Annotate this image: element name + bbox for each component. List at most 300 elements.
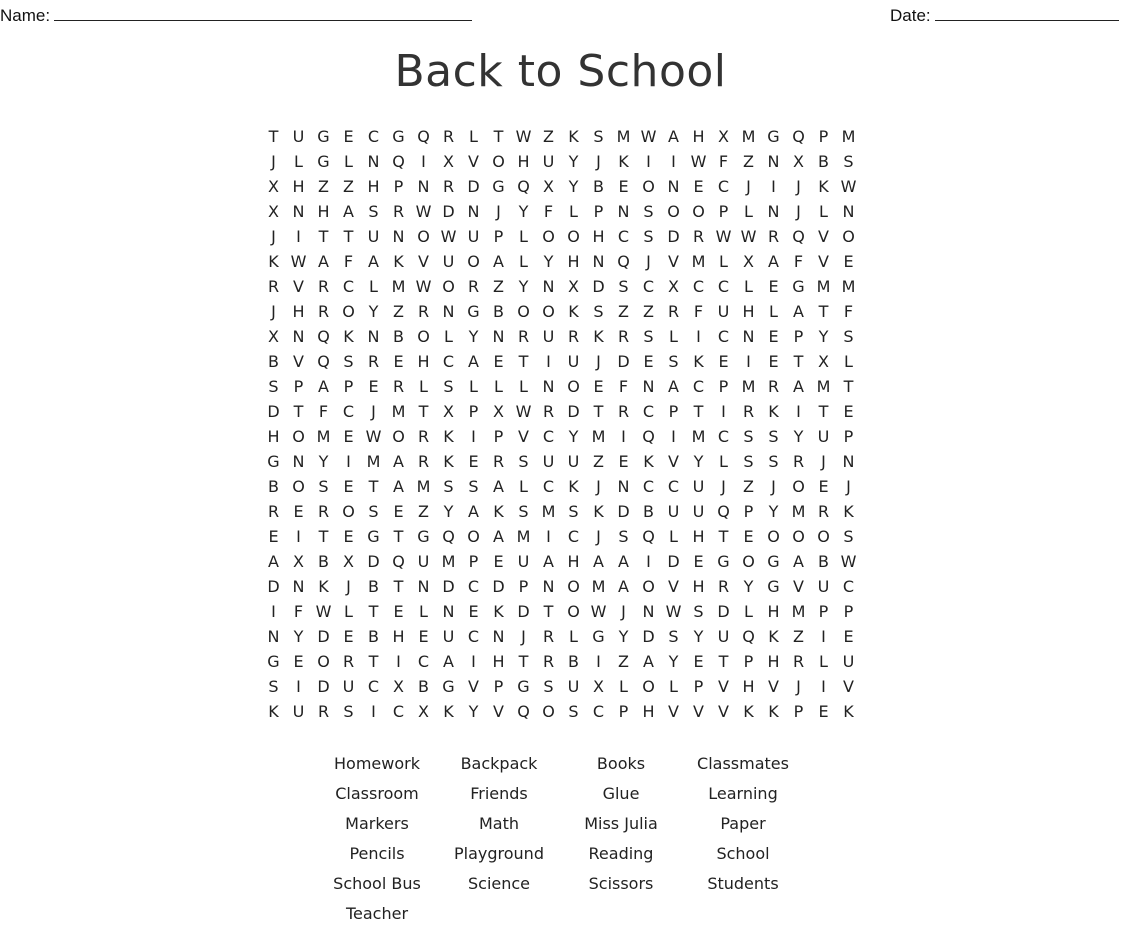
grid-letter: X — [668, 277, 679, 296]
grid-letter: A — [493, 477, 504, 496]
grid-letter: C — [717, 327, 730, 346]
grid-letter: C — [692, 377, 705, 396]
grid-row — [261, 124, 861, 149]
grid-letter: J — [846, 477, 851, 496]
grid-letter: R — [492, 452, 505, 471]
grid-letter: R — [342, 652, 355, 671]
grid-letter: E — [743, 527, 754, 546]
grid-letter: S — [268, 377, 279, 396]
grid-letter: C — [842, 577, 855, 596]
grid-letter: U — [817, 577, 830, 596]
grid-letter: S — [668, 352, 679, 371]
grid-letter: E — [418, 627, 429, 646]
grid-letter: C — [717, 427, 730, 446]
grid-row — [261, 174, 861, 199]
grid-letter: D — [442, 577, 455, 596]
grid-letter: U — [567, 352, 580, 371]
grid-letter: G — [717, 552, 730, 571]
grid-letter: Y — [368, 302, 379, 321]
grid-letter: T — [818, 402, 829, 421]
grid-letter: C — [367, 127, 380, 146]
grid-letter: M — [741, 377, 756, 396]
grid-letter: E — [843, 627, 854, 646]
grid-letter: Q — [792, 227, 805, 246]
grid-letter: Y — [793, 427, 804, 446]
grid-letter: C — [642, 402, 655, 421]
grid-letter: G — [417, 527, 430, 546]
grid-letter: D — [367, 552, 380, 571]
grid-letter: I — [296, 227, 301, 246]
grid-letter: U — [717, 627, 730, 646]
grid-letter: B — [268, 477, 279, 496]
grid-letter: J — [271, 227, 276, 246]
grid-letter: A — [493, 527, 504, 546]
grid-letter: S — [643, 227, 654, 246]
grid-letter: X — [593, 677, 604, 696]
grid-letter: T — [318, 227, 329, 246]
grid-letter: L — [669, 327, 678, 346]
grid-letter: A — [393, 477, 404, 496]
grid-letter: Y — [543, 252, 554, 271]
grid-letter: T — [393, 577, 404, 596]
grid-letter: I — [471, 427, 476, 446]
grid-letter: C — [617, 227, 630, 246]
grid-row — [261, 399, 861, 424]
name-field[interactable] — [0, 4, 472, 26]
grid-letter: I — [271, 602, 276, 621]
grid-letter: K — [768, 627, 779, 646]
grid-letter: A — [468, 352, 479, 371]
grid-letter: Y — [693, 627, 704, 646]
grid-letter: E — [293, 502, 304, 521]
grid-letter: R — [417, 427, 430, 446]
grid-letter: R — [367, 352, 380, 371]
grid-letter: S — [743, 452, 754, 471]
grid-letter: Z — [493, 277, 504, 296]
grid-letter: R — [792, 652, 805, 671]
grid-letter: N — [842, 202, 855, 221]
word-bank — [316, 750, 804, 930]
grid-letter: E — [768, 277, 779, 296]
grid-letter: S — [468, 477, 479, 496]
grid-letter: Y — [518, 277, 529, 296]
grid-letter: L — [469, 377, 478, 396]
grid-letter: C — [567, 527, 580, 546]
grid-letter: L — [744, 277, 753, 296]
grid-letter: Z — [343, 177, 354, 196]
grid-letter: E — [368, 377, 379, 396]
grid-letter: D — [517, 602, 530, 621]
grid-letter: S — [343, 352, 354, 371]
grid-letter: E — [843, 402, 854, 421]
grid-letter: P — [493, 677, 504, 696]
grid-letter: R — [667, 302, 680, 321]
grid-letter: T — [368, 477, 379, 496]
grid-letter: E — [393, 602, 404, 621]
grid-letter: V — [468, 677, 479, 696]
grid-letter: R — [417, 302, 430, 321]
grid-letter: D — [317, 677, 330, 696]
grid-letter: L — [419, 377, 428, 396]
grid-letter: S — [693, 602, 704, 621]
grid-letter: D — [267, 577, 280, 596]
grid-letter: E — [843, 252, 854, 271]
grid-letter: L — [619, 677, 628, 696]
grid-letter: J — [821, 452, 826, 471]
grid-letter: E — [718, 352, 729, 371]
grid-letter: Z — [543, 127, 554, 146]
word-bank-item: Science — [467, 874, 531, 893]
grid-letter: K — [768, 402, 779, 421]
grid-letter: G — [392, 127, 405, 146]
grid-letter: R — [392, 202, 405, 221]
grid-letter: A — [493, 252, 504, 271]
grid-letter: D — [617, 352, 630, 371]
grid-letter: T — [318, 527, 329, 546]
grid-letter: E — [343, 427, 354, 446]
grid-letter: L — [719, 452, 728, 471]
grid-letter: J — [596, 152, 601, 171]
grid-letter: V — [293, 352, 304, 371]
grid-letter: D — [317, 627, 330, 646]
grid-letter: Y — [568, 152, 579, 171]
grid-letter: W — [840, 177, 857, 196]
grid-letter: O — [292, 477, 305, 496]
grid-letter: P — [343, 377, 354, 396]
grid-letter: P — [393, 177, 404, 196]
grid-letter: N — [292, 452, 305, 471]
grid-letter: V — [843, 677, 854, 696]
grid-letter: K — [568, 127, 579, 146]
grid-letter: J — [271, 152, 276, 171]
grid-letter: O — [767, 527, 780, 546]
grid-letter: L — [344, 602, 353, 621]
grid-letter: Y — [568, 177, 579, 196]
grid-letter: H — [742, 302, 755, 321]
date-blank-line[interactable] — [935, 4, 1119, 21]
grid-letter: W — [440, 227, 457, 246]
grid-letter: F — [693, 302, 704, 321]
grid-letter: L — [819, 652, 828, 671]
grid-letter: R — [517, 327, 530, 346]
grid-letter: S — [568, 502, 579, 521]
grid-letter: I — [546, 527, 551, 546]
grid-letter: H — [267, 427, 280, 446]
grid-letter: M — [391, 277, 406, 296]
grid-letter: R — [467, 277, 480, 296]
grid-letter: V — [293, 277, 304, 296]
grid-letter: T — [368, 602, 379, 621]
grid-letter: S — [318, 477, 329, 496]
word-bank-item: School Bus — [333, 874, 421, 893]
grid-letter: R — [442, 177, 455, 196]
grid-letter: Y — [518, 202, 529, 221]
grid-letter: S — [368, 502, 379, 521]
grid-letter: I — [821, 627, 826, 646]
word-bank-item: Paper — [720, 814, 766, 833]
grid-letter: U — [692, 477, 705, 496]
grid-letter: B — [818, 552, 829, 571]
grid-letter: H — [367, 177, 380, 196]
grid-letter: C — [642, 477, 655, 496]
grid-letter: C — [717, 277, 730, 296]
grid-letter: W — [740, 227, 757, 246]
grid-letter: D — [492, 577, 505, 596]
grid-letter: C — [642, 277, 655, 296]
grid-letter: P — [793, 702, 804, 721]
grid-letter: L — [819, 202, 828, 221]
grid-letter: E — [768, 327, 779, 346]
grid-letter: E — [693, 177, 704, 196]
grid-letter: S — [543, 677, 554, 696]
grid-letter: I — [646, 552, 651, 571]
grid-letter: S — [518, 502, 529, 521]
grid-letter: M — [316, 427, 331, 446]
grid-letter: P — [618, 702, 629, 721]
grid-letter: T — [268, 127, 279, 146]
grid-letter: O — [842, 227, 855, 246]
grid-letter: C — [542, 477, 555, 496]
grid-letter: N — [367, 152, 380, 171]
grid-letter: C — [467, 627, 480, 646]
grid-letter: A — [368, 252, 379, 271]
grid-letter: U — [467, 227, 480, 246]
grid-letter: T — [418, 402, 429, 421]
grid-letter: K — [843, 502, 854, 521]
word-bank-item: Classroom — [335, 784, 419, 803]
grid-letter: X — [443, 152, 454, 171]
grid-letter: V — [468, 152, 479, 171]
grid-letter: R — [767, 227, 780, 246]
grid-letter: M — [516, 527, 531, 546]
grid-letter: U — [292, 702, 305, 721]
grid-letter: A — [618, 552, 629, 571]
grid-letter: X — [743, 252, 754, 271]
grid-letter: J — [621, 602, 626, 621]
grid-letter: H — [692, 127, 705, 146]
grid-letter: M — [541, 502, 556, 521]
grid-letter: E — [343, 627, 354, 646]
grid-row — [261, 349, 861, 374]
grid-letter: Q — [417, 127, 430, 146]
grid-letter: A — [793, 302, 804, 321]
grid-letter: S — [443, 377, 454, 396]
grid-letter: V — [818, 227, 829, 246]
grid-letter: T — [543, 602, 554, 621]
grid-letter: E — [393, 502, 404, 521]
grid-row — [261, 149, 861, 174]
word-bank-item: Friends — [470, 784, 528, 803]
grid-letter: N — [417, 577, 430, 596]
grid-letter: M — [391, 402, 406, 421]
grid-letter: M — [441, 552, 456, 571]
grid-letter: C — [342, 402, 355, 421]
name-blank-line[interactable] — [54, 4, 472, 21]
grid-letter: A — [618, 577, 629, 596]
grid-letter: S — [368, 202, 379, 221]
word-bank-item: Reading — [588, 844, 654, 863]
grid-letter: R — [817, 502, 830, 521]
grid-letter: I — [746, 352, 751, 371]
grid-letter: O — [817, 527, 830, 546]
grid-letter: J — [596, 527, 601, 546]
grid-letter: B — [418, 677, 429, 696]
grid-letter: M — [616, 127, 631, 146]
grid-letter: Y — [568, 427, 579, 446]
word-bank-item: Learning — [708, 784, 778, 803]
grid-letter: L — [844, 352, 853, 371]
grid-letter: H — [317, 202, 330, 221]
grid-letter: I — [671, 427, 676, 446]
grid-letter: Q — [517, 177, 530, 196]
grid-row — [261, 249, 861, 274]
grid-letter: O — [542, 302, 555, 321]
grid-letter: B — [268, 352, 279, 371]
grid-letter: O — [567, 377, 580, 396]
grid-letter: U — [367, 227, 380, 246]
grid-letter: Q — [742, 627, 755, 646]
grid-row — [261, 599, 861, 624]
grid-letter: N — [442, 302, 455, 321]
grid-letter: G — [367, 527, 380, 546]
word-bank-item: Markers — [345, 814, 409, 833]
grid-letter: N — [292, 202, 305, 221]
grid-letter: Q — [617, 252, 630, 271]
grid-letter: G — [467, 302, 480, 321]
grid-letter: Q — [792, 127, 805, 146]
grid-letter: H — [567, 252, 580, 271]
grid-letter: Y — [768, 502, 779, 521]
grid-letter: Y — [318, 452, 329, 471]
grid-letter: M — [816, 377, 831, 396]
grid-letter: A — [318, 252, 329, 271]
grid-letter: L — [369, 277, 378, 296]
grid-letter: L — [344, 152, 353, 171]
grid-letter: X — [568, 277, 579, 296]
grid-letter: G — [267, 652, 280, 671]
grid-letter: D — [567, 402, 580, 421]
grid-letter: Y — [468, 327, 479, 346]
grid-letter: C — [367, 677, 380, 696]
grid-letter: J — [596, 477, 601, 496]
grid-letter: N — [592, 252, 605, 271]
grid-letter: F — [343, 252, 354, 271]
grid-letter: A — [543, 552, 554, 571]
grid-letter: T — [393, 527, 404, 546]
grid-letter: Y — [618, 627, 629, 646]
grid-letter: E — [293, 652, 304, 671]
grid-letter: X — [393, 677, 404, 696]
grid-letter: I — [596, 652, 601, 671]
grid-letter: I — [296, 527, 301, 546]
grid-letter: Q — [517, 702, 530, 721]
grid-letter: H — [292, 177, 305, 196]
grid-letter: M — [791, 502, 806, 521]
grid-letter: F — [543, 202, 554, 221]
grid-letter: L — [744, 202, 753, 221]
grid-letter: V — [718, 702, 729, 721]
grid-letter: T — [518, 652, 529, 671]
grid-letter: B — [368, 577, 379, 596]
grid-letter: D — [667, 552, 680, 571]
grid-letter: W — [415, 202, 432, 221]
grid-letter: U — [817, 427, 830, 446]
grid-row — [261, 324, 861, 349]
grid-letter: O — [492, 152, 505, 171]
grid-letter: G — [317, 127, 330, 146]
grid-letter: I — [621, 427, 626, 446]
grid-letter: X — [293, 552, 304, 571]
grid-letter: N — [492, 627, 505, 646]
grid-letter: L — [569, 202, 578, 221]
grid-letter: A — [318, 377, 329, 396]
grid-letter: O — [567, 227, 580, 246]
grid-letter: K — [593, 502, 604, 521]
grid-letter: Y — [443, 502, 454, 521]
grid-row — [261, 374, 861, 399]
grid-letter: K — [443, 702, 454, 721]
grid-letter: U — [567, 677, 580, 696]
grid-letter: W — [415, 277, 432, 296]
grid-letter: H — [742, 677, 755, 696]
grid-letter: J — [646, 252, 651, 271]
grid-letter: M — [791, 602, 806, 621]
grid-letter: L — [669, 527, 678, 546]
grid-letter: S — [768, 427, 779, 446]
word-bank-item: Teacher — [345, 904, 409, 923]
grid-letter: H — [642, 702, 655, 721]
grid-row — [261, 199, 861, 224]
grid-letter: U — [442, 252, 455, 271]
grid-letter: R — [542, 402, 555, 421]
grid-letter: I — [346, 452, 351, 471]
grid-letter: O — [442, 277, 455, 296]
grid-letter: S — [593, 302, 604, 321]
grid-letter: R — [442, 127, 455, 146]
grid-letter: U — [667, 502, 680, 521]
grid-letter: I — [471, 652, 476, 671]
grid-letter: P — [718, 202, 729, 221]
word-bank-item: Books — [596, 754, 646, 773]
date-field[interactable] — [890, 4, 1119, 26]
grid-letter: Y — [693, 452, 704, 471]
grid-row — [261, 449, 861, 474]
grid-letter: M — [691, 252, 706, 271]
grid-letter: N — [442, 602, 455, 621]
grid-letter: A — [668, 127, 679, 146]
word-bank-item: Playground — [454, 844, 544, 863]
grid-letter: M — [366, 452, 381, 471]
grid-letter: O — [792, 527, 805, 546]
grid-row — [261, 649, 861, 674]
grid-letter: O — [342, 502, 355, 521]
grid-letter: V — [793, 577, 804, 596]
grid-letter: Q — [717, 502, 730, 521]
grid-letter: U — [417, 552, 430, 571]
grid-letter: D — [667, 227, 680, 246]
grid-letter: J — [596, 352, 601, 371]
grid-letter: Q — [392, 152, 405, 171]
grid-letter: S — [843, 327, 854, 346]
grid-letter: O — [392, 427, 405, 446]
grid-letter: Z — [618, 302, 629, 321]
grid-letter: R — [717, 577, 730, 596]
grid-letter: D — [442, 202, 455, 221]
grid-letter: E — [768, 352, 779, 371]
grid-row — [261, 524, 861, 549]
grid-letter: F — [293, 602, 304, 621]
grid-letter: E — [618, 452, 629, 471]
